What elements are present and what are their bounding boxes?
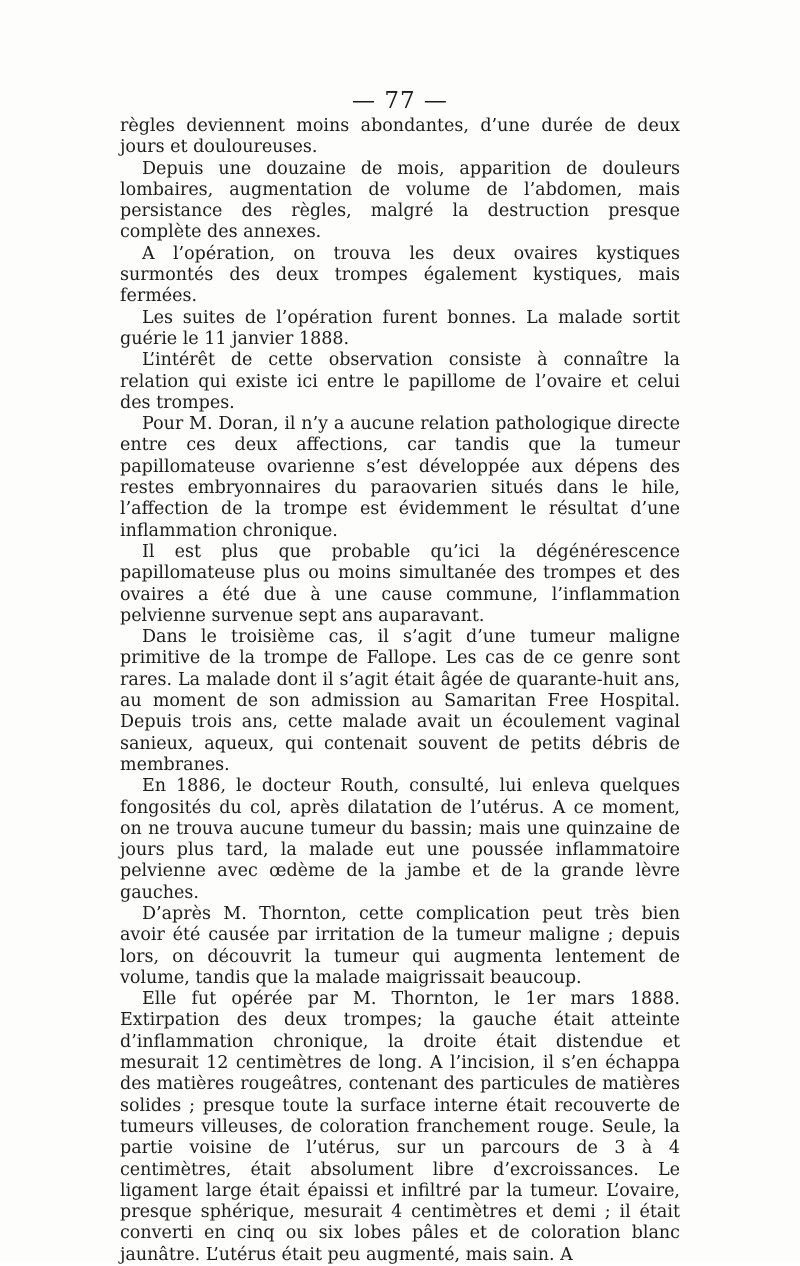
body-text	[120, 116, 680, 1266]
paragraph-2: Depuis une douzaine de mois, apparition de douleurs lombaires, augmentation de volume de l’abdomen, mais persistance des règles, malgré la destruction presque complète des annexes.	[120, 158, 680, 243]
paragraph-8: Dans le troisième cas, il s’agit d’une tumeur maligne primitive de la trompe de Fallope. Les cas de ce genre sont rares. La malade dont il s’agit était âgée de quarante-huit ans, au moment de son admission au Samaritan Free Hospital. Depuis trois ans, cette malade avait un écoulement vaginal sanieux, aqueux, qui contenait souvent de petits débris de membranes.	[120, 627, 680, 775]
paragraph-3: A l’opération, on trouva les deux ovaires kystiques surmontés des deux trompes également kystiques, mais fermées.	[120, 243, 680, 307]
paragraph-7: Il est plus que probable qu’ici la dégénérescence papillomateuse plus ou moins simultanée des trompes et des ovaires a été due à une cause commune, l’inflammation pelvienne survenue sept ans auparavant.	[120, 541, 680, 626]
paragraph-10: D’après M. Thornton, cette complication peut très bien avoir été causée par irritation de la tumeur maligne ; depuis lors, on découvrit la tumeur qui augmenta lentement de volume, tandis que la malade maigrissait beaucoup.	[120, 903, 680, 988]
page-number: — 77 —	[352, 88, 448, 114]
paragraph-9: En 1886, le docteur Routh, consulté, lui enleva quelques fongosités du col, après dilatation de l’utérus. A ce moment, on ne trouva aucune tumeur du bassin; mais une quinzaine de jours plus tard, la malade eut une poussée inflammatoire pelvienne avec œdème de la jambe et de la grande lèvre gauches.	[120, 776, 680, 903]
paragraph-1: règles deviennent moins abondantes, d’une durée de deux jours et douloureuses.	[120, 116, 680, 158]
paragraph-6: Pour M. Doran, il n’y a aucune relation pathologique directe entre ces deux affections, car tandis que la tumeur papillomateuse ovarienne s’est développée aux dépens des restes embryonnaires du paraovarien situés dans le hile, l’affection de la trompe est évidemment le résultat d’une inflammation chronique.	[120, 414, 680, 541]
paragraph-5: L’intérêt de cette observation consiste à connaître la relation qui existe ici entre le papillome de l’ovaire et celui des trompes.	[120, 350, 680, 413]
paragraph-4: Les suites de l’opération furent bonnes. La malade sortit guérie le 11 janvier 1888.	[120, 307, 680, 349]
paragraph-11: Elle fut opérée par M. Thornton, le 1er mars 1888. Extirpation des deux trompes; la gauche était atteinte d’inflammation chronique, la droite était distendue et mesurait 12 centimètres de long. A l’incision, il s’en échappa des matières rougeâtres, contenant des particules de matières solides ; presque toute la surface interne était recouverte de tumeurs villeuses, de coloration franchement rouge. Seule, la partie voisine de l’utérus, sur un parcours de 3 à 4 centimètres, était absolument libre d’excroissances. Le ligament large était épaissi et infiltré par la tumeur. L’ovaire, presque sphérique, mesurait 4 centimètres et demi ; il était converti en cinq ou six lobes pâles et de coloration blanc jaunâtre. L’utérus était peu augmenté, mais sain. A	[120, 989, 680, 1265]
